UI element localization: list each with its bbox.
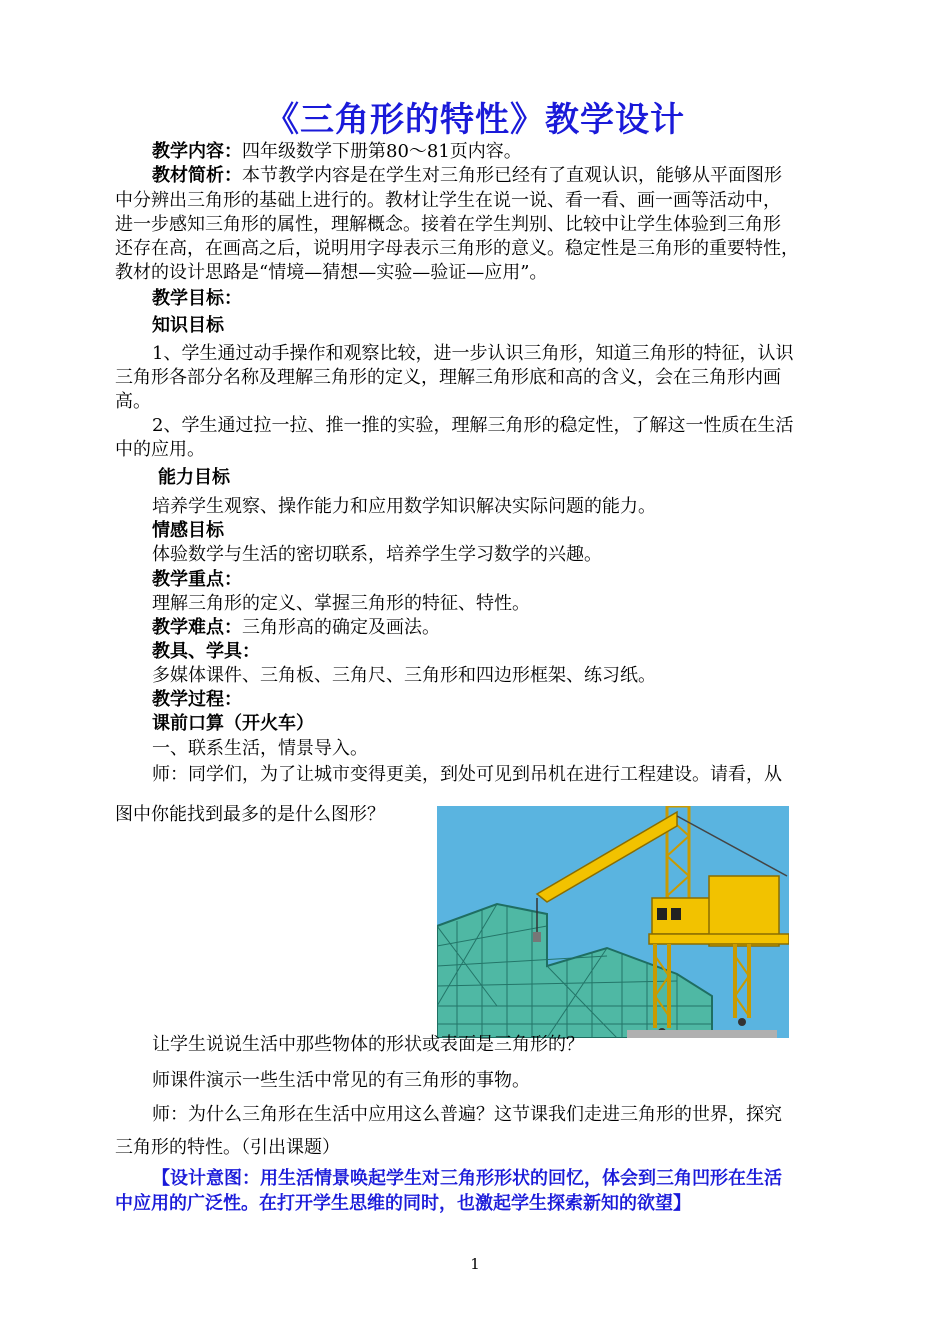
knowledge-item-1-line-2: 三角形各部分名称及理解三角形的定义，理解三角形底和高的含义，会在三角形内画 — [115, 367, 781, 388]
analysis-line-2: 中分辨出三角形的基础上进行的。教材让学生在说一说、看一看、画一画等活动中， — [115, 190, 781, 211]
knowledge-item-2-line-2: 中的应用。 — [115, 439, 205, 460]
difficulty-label: 教学难点： — [152, 617, 242, 638]
emotion-text: 体验数学与生活的密切联系，培养学生学习数学的兴趣。 — [152, 544, 602, 565]
ability-text: 培养学生观察、操作能力和应用数学知识解决实际问题的能力。 — [152, 496, 656, 517]
step-1-heading: 一、联系生活，情景导入。 — [152, 738, 368, 759]
content-line — [152, 140, 522, 164]
difficulty-line — [152, 616, 440, 640]
key-text: 理解三角形的定义、掌握三角形的特征、特性。 — [152, 593, 530, 614]
knowledge-item-2-line-1: 2、学生通过拉一拉、推一推的实验，理解三角形的稳定性，了解这一性质在生活 — [152, 415, 794, 436]
student-activity-2: 师课件演示一些生活中常见的有三角形的事物。 — [152, 1070, 530, 1091]
teacher-question-line-1: 师：为什么三角形在生活中应用这么普遍？这节课我们走进三角形的世界，探究 — [152, 1104, 782, 1125]
emotion-heading: 情感目标 — [152, 520, 224, 541]
process-heading: 教学过程： — [152, 689, 242, 710]
design-intent-line-2: 中应用的广泛性。在打开学生思维的同时，也激起学生探索新知的欲望】 — [115, 1193, 691, 1214]
goals-heading: 教学目标： — [152, 288, 242, 309]
page-title: 《三角形的特性》教学设计 — [265, 100, 685, 140]
analysis-label: 教材简析： — [152, 165, 242, 186]
warmup-heading: 课前口算（开火车） — [152, 713, 314, 734]
crane-construction-image — [437, 806, 789, 1038]
analysis-line-4: 还存在高，在画高之后，说明用字母表示三角形的意义。稳定性是三角形的重要特性， — [115, 238, 799, 259]
difficulty-text: 三角形高的确定及画法。 — [242, 617, 440, 638]
teacher-line-1: 师：同学们，为了让城市变得更美，到处可见到吊机在进行工程建设。请看，从 — [152, 764, 782, 785]
tools-text: 多媒体课件、三角板、三角尺、三角形和四边形框架、练习纸。 — [152, 665, 656, 686]
teacher-question-line-2: 三角形的特性。（引出课题） — [115, 1137, 340, 1158]
knowledge-item-1-line-1: 1、学生通过动手操作和观察比较，进一步认识三角形，知道三角形的特征，认识 — [152, 343, 794, 364]
ability-heading: 能力目标 — [158, 467, 230, 488]
tools-heading: 教具、学具： — [152, 641, 260, 662]
knowledge-heading: 知识目标 — [152, 315, 224, 336]
key-heading: 教学重点： — [152, 569, 242, 590]
design-intent-line-1: 【设计意图：用生活情景唤起学生对三角形形状的回忆，体会到三角凹形在生活 — [152, 1168, 782, 1189]
knowledge-item-1-line-3: 高。 — [115, 391, 151, 412]
analysis-line-5: 教材的设计思路是“情境—猜想—实验—验证—应用”。 — [115, 262, 548, 283]
content-label: 教学内容： — [152, 141, 242, 162]
analysis-line-1 — [152, 164, 782, 188]
analysis-text-1: 本节教学内容是在学生对三角形已经有了直观认识，能够从平面图形 — [242, 165, 782, 186]
analysis-line-3: 进一步感知三角形的属性，理解概念。接着在学生判别、比较中让学生体验到三角形 — [115, 214, 781, 235]
student-activity-1: 让学生说说生活中那些物体的形状或表面是三角形的？ — [152, 1034, 584, 1055]
content-text: 四年级数学下册第80～81页内容。 — [242, 141, 522, 162]
teacher-line-2: 图中你能找到最多的是什么图形？ — [115, 804, 385, 825]
page-number: 1 — [470, 1255, 480, 1273]
